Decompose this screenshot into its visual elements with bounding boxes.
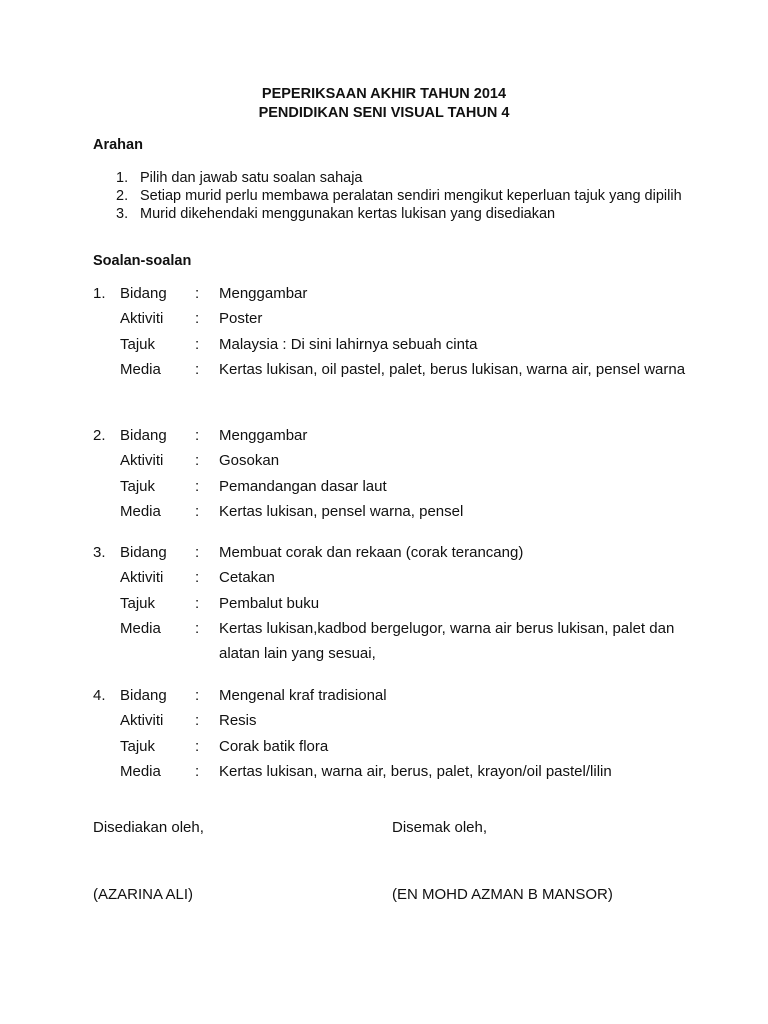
field-value: Pemandangan dasar laut [219, 477, 387, 495]
field-value: Kertas lukisan, warna air, berus, palet, krayon/oil pastel/lilin [219, 762, 612, 780]
field-label: Media [120, 502, 161, 520]
field-value: Gosokan [219, 452, 280, 470]
field-value: Membuat corak dan rekaan (corak terancang) [219, 544, 524, 561]
instruction-text: Pilih dan jawab satu soalan sahaja [140, 170, 363, 186]
question-row-media [93, 616, 703, 663]
prepared-by-name: (AZARINA ALI) [93, 886, 194, 903]
field-colon: : [195, 310, 200, 328]
field-value: Cetakan [219, 569, 275, 587]
field-colon: : [195, 285, 200, 302]
question-row-tajuk [93, 474, 703, 499]
question-row-bidang [93, 423, 703, 448]
field-colon: : [195, 594, 200, 612]
instruction-item [116, 169, 716, 187]
question-row-aktiviti [93, 306, 703, 331]
question-row-bidang [93, 683, 703, 708]
field-value: Menggambar [219, 285, 308, 302]
question-row-aktiviti [93, 708, 703, 733]
document-subtitle: PENDIDIKAN SENI VISUAL TAHUN 4 [258, 105, 510, 121]
question-number: 4. [93, 687, 106, 704]
question-row-bidang [93, 281, 703, 306]
field-colon: : [195, 477, 200, 495]
checked-by-name: (EN MOHD AZMAN B MANSOR) [392, 886, 613, 903]
field-value: Resis [219, 712, 257, 730]
field-label: Tajuk [120, 594, 156, 612]
field-label: Aktiviti [120, 310, 164, 328]
field-colon: : [195, 619, 200, 637]
field-value: Malaysia : Di sini lahirnya sebuah cinta [219, 335, 478, 353]
instruction-text: Setiap murid perlu membawa peralatan sendiri mengikut keperluan tajuk yang dipilih [140, 188, 682, 204]
question-block [93, 423, 703, 524]
field-value: Pembalut buku [219, 594, 320, 612]
instruction-number: 1. [116, 170, 129, 186]
field-label: Media [120, 360, 161, 378]
field-value: Corak batik flora [219, 737, 329, 755]
question-block [93, 683, 703, 784]
field-colon: : [195, 687, 200, 704]
question-row-aktiviti [93, 565, 703, 590]
question-row-media [93, 759, 703, 784]
instruction-number: 3. [116, 206, 129, 222]
question-number: 1. [93, 285, 106, 302]
field-colon: : [195, 762, 200, 780]
field-colon: : [195, 737, 200, 755]
field-label: Media [120, 619, 161, 637]
question-row-tajuk [93, 591, 703, 616]
field-colon: : [195, 502, 200, 520]
question-number: 3. [93, 544, 106, 561]
field-label: Tajuk [120, 477, 156, 495]
prepared-by-label: Disediakan oleh, [93, 819, 204, 836]
field-value: Kertas lukisan, pensel warna, pensel [219, 502, 464, 520]
field-value: Menggambar [219, 427, 308, 444]
checked-by-label: Disemak oleh, [392, 819, 488, 836]
questions-heading: Soalan-soalan [93, 253, 192, 269]
field-colon: : [195, 544, 200, 561]
question-row-media [93, 357, 703, 382]
field-value: Kertas lukisan, oil pastel, palet, berus lukisan, warna air, pensel warna [219, 360, 686, 378]
field-label: Aktiviti [120, 452, 164, 470]
field-colon: : [195, 452, 200, 470]
field-label: Aktiviti [120, 569, 164, 587]
instruction-number: 2. [116, 188, 129, 204]
field-colon: : [195, 335, 200, 353]
question-row-tajuk [93, 734, 703, 759]
field-label: Bidang [120, 285, 167, 302]
field-colon: : [195, 712, 200, 730]
field-colon: : [195, 569, 200, 587]
field-colon: : [195, 360, 200, 378]
field-label: Bidang [120, 544, 167, 561]
instruction-text: Murid dikehendaki menggunakan kertas lukisan yang disediakan [140, 206, 556, 222]
question-block [93, 281, 703, 382]
instruction-item [116, 205, 716, 223]
field-label: Tajuk [120, 737, 156, 755]
instructions-heading: Arahan [93, 137, 143, 153]
question-row-media [93, 499, 703, 524]
field-label: Bidang [120, 687, 167, 704]
document-title: PEPERIKSAAN AKHIR TAHUN 2014 [261, 86, 507, 102]
question-row-aktiviti [93, 448, 703, 473]
question-number: 2. [93, 427, 106, 444]
instructions-list [116, 169, 716, 223]
field-label: Tajuk [120, 335, 156, 353]
field-colon: : [195, 427, 200, 444]
question-block [93, 540, 703, 663]
question-row-bidang [93, 540, 703, 565]
field-label: Bidang [120, 427, 167, 444]
field-value: Mengenal kraf tradisional [219, 687, 387, 704]
field-value: Poster [219, 310, 263, 328]
field-label: Aktiviti [120, 712, 164, 730]
instruction-item [116, 187, 716, 205]
question-row-tajuk [93, 332, 703, 357]
field-value: Kertas lukisan,kadbod bergelugor, warna air berus lukisan, palet dan alatan lain yang sesuai, [219, 619, 675, 663]
field-label: Media [120, 762, 161, 780]
